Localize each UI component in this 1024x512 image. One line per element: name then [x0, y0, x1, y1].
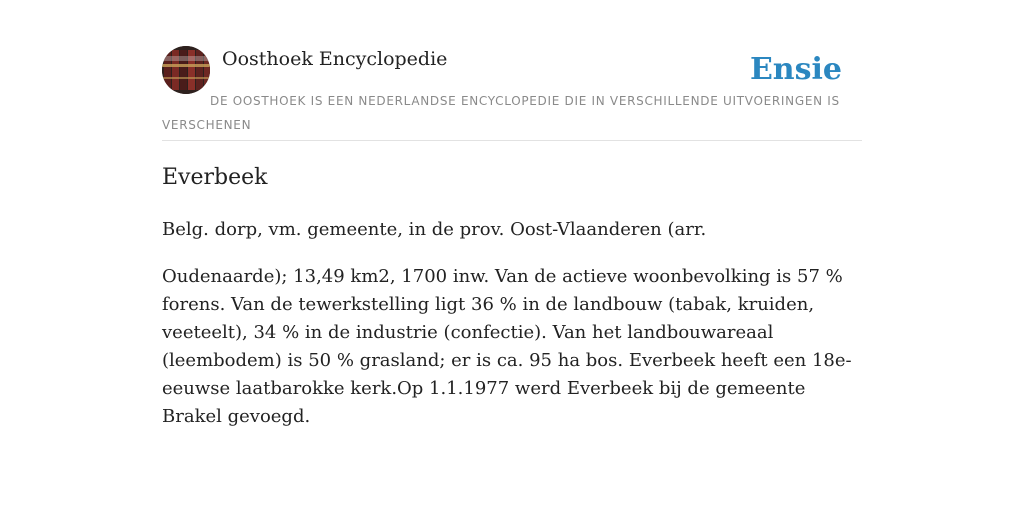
- ensie-logo-link[interactable]: Ensie: [749, 52, 842, 87]
- site-title[interactable]: Oosthoek Encyclopedie: [222, 48, 448, 70]
- site-header: [162, 46, 862, 141]
- entry-title: Everbeek: [162, 165, 268, 190]
- encyclopedia-books-icon[interactable]: [162, 46, 210, 94]
- entry-paragraph-2: Oudenaarde); 13,49 km2, 1700 inw. Van de actieve woonbevolking is 57 % forens. Van de tewerkstelling ligt 36 % in de landbouw (tabak, kruiden, veeteelt), 34 % in de industrie (confectie). Van het landbouwareaal (leembodem) is 50 % grasland; er is ca. 95 ha bos. Everbeek heeft een 18e-eeuwse laatbarokke kerk.Op 1.1.1977 werd Everbeek bij de gemeente Brakel gevoegd.: [162, 266, 852, 427]
- site-tagline: DE OOSTHOEK IS EEN NEDERLANDSE ENCYCLOPEDIE DIE IN VERSCHILLENDE UITVOERINGEN IS VERSCHENEN: [162, 94, 840, 132]
- entry-article: [162, 160, 862, 431]
- entry-paragraph-1: Belg. dorp, vm. gemeente, in de prov. Oost-Vlaanderen (arr.: [162, 219, 707, 240]
